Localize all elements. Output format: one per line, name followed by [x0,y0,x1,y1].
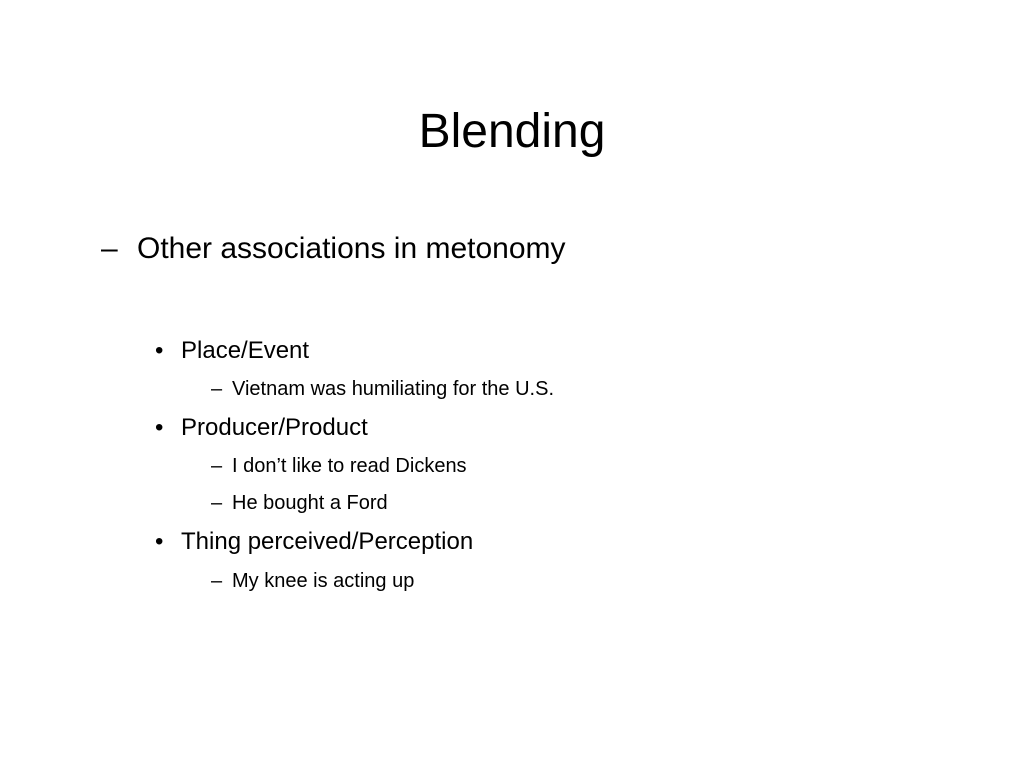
example-dickens [211,453,467,479]
bullet-marker: • [155,337,164,364]
section-heading-text: Other associations in metonomy [137,232,566,265]
example-ford [211,490,388,516]
example-vietnam [211,376,554,402]
bullet-marker: • [155,414,164,441]
example-text: I don’t like to read Dickens [232,455,467,477]
bullet-label: Producer/Product [181,414,368,441]
example-text: Vietnam was humiliating for the U.S. [232,378,555,400]
dash-marker: – [211,455,223,477]
bullet-label: Place/Event [181,337,310,364]
bullet-producer-product [155,413,368,443]
bullet-thing-perceived [155,527,473,557]
dash-marker: – [211,570,223,592]
bullet-place-event [155,336,309,366]
dash-marker: – [101,232,118,265]
example-text: My knee is acting up [232,570,415,592]
dash-marker: – [211,492,223,514]
dash-marker: – [211,378,223,400]
bullet-label: Thing perceived/Perception [181,528,474,555]
example-knee [211,568,414,594]
bullet-marker: • [155,528,164,555]
slide-title: Blending [418,105,606,158]
section-heading [101,230,566,268]
example-text: He bought a Ford [232,492,388,514]
